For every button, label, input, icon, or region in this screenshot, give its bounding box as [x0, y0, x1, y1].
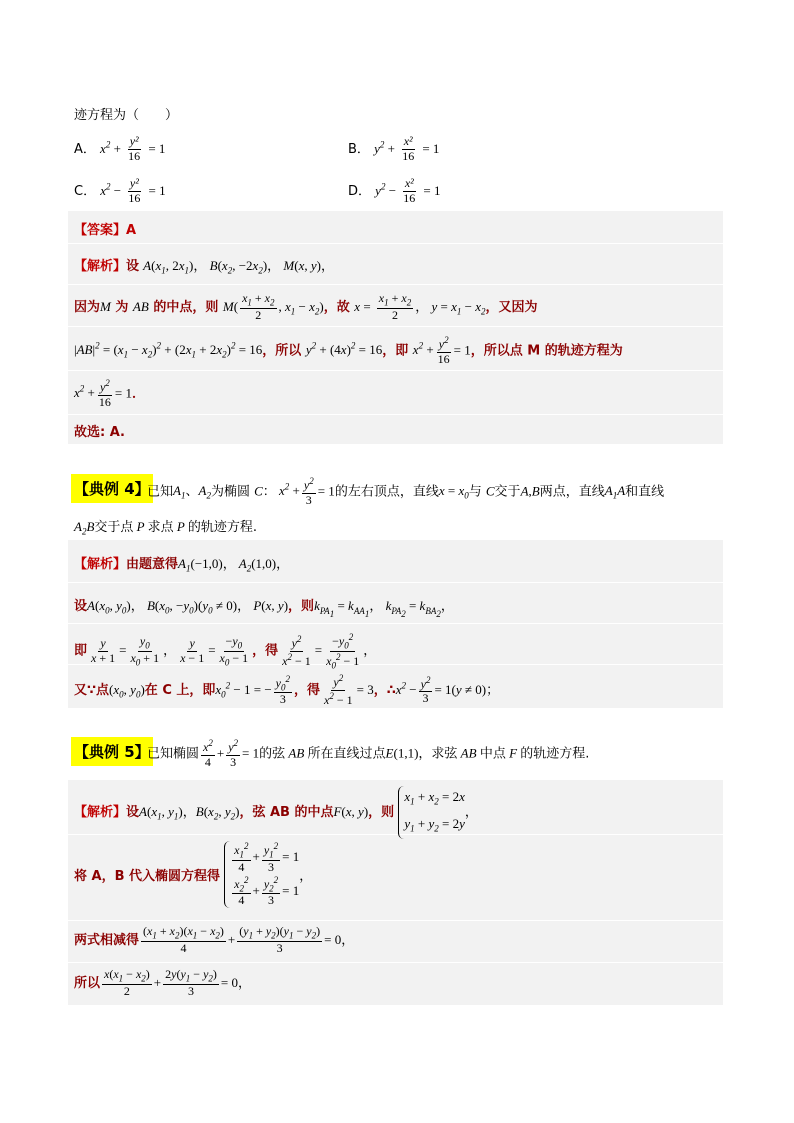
example-4-line-2: $A_2B$交于点 P 求点 P 的轨迹方程. [74, 519, 258, 537]
answer-line: 【答案】A [74, 223, 137, 238]
solution-1-line-1: 【解析】设 $A(x_1$, $2x_1$)， $B(x_2$, $-2x_2$)， M(x, y)， [74, 258, 335, 276]
solution-4-line-2: 设$A(x_0$, $y_0$)， $B(x_0$, $-y_0)(y_0 \ne 0)$， P(x, y)，则$k_{PA_1} = k_{AA_1}$， $k_{PA_2} = k_{BA_2}$， [74, 598, 454, 619]
solution-5-line-4: 所以 $\frac{x(x_1 - x_2)}{2}$ + $\frac{2y(y_1 - y_2)}{3}$ = 0， [74, 967, 251, 998]
example-5-tag: 【典例 5】 [71, 737, 153, 766]
example-4-line-1: 已知$A_1$、$A_2$为椭圆 C： $x^2$ + $\frac{y^2}{3}$ = 1的左右顶点，直线$x = x_0$与 C交于A,B两点，直线$A_1A$和直线 [147, 476, 665, 507]
solution-5-line-1: 【解析】设$A(x_1$, $y_1$)，$B(x_2$, $y_2$)，弦 AB 的中点F(x, y)，则 $x_1 + x_2 = 2x$ $y_1 + y_2 = 2y$ ， [74, 786, 478, 839]
solution-4-line-1: 【解析】由题意得$A_1(-1,0)$， $A_2(1,0)$， [74, 556, 290, 574]
system-brace-2: $\frac{x_1^2}{4}$ + $\frac{y_1^2}{3}$ = 1 $\frac{x_2^2}{4}$ + $\frac{y_2^2}{3}$ = 1 [224, 841, 299, 908]
example-5-line-1: 已知椭圆 $\frac{x^2}{4}$ + $\frac{y^2}{3}$ = 1的弦 AB 所在直线过点E(1,1)，求弦 AB 中点 F 的轨迹方程. [147, 738, 590, 769]
solution-4-line-4: 又∵点($x_0$, $y_0$)在 C 上，即$x_0^2 - 1$ = − $\frac{y_0^2}{3}$ ，得 $\frac{y^2}{x^2 - 1}$ = 3，$\therefore x^2$ − $\frac{y^2}{3}$ = 1(y ≠ 0)； [74, 673, 500, 707]
option-a[interactable]: A． $x^2$ + $\frac{\text{y²}}{16}$ = 1 [74, 134, 166, 163]
solution-5-line-3: 两式相减得 $\frac{(x_1 + x_2)(x_1 - x_2)}{4}$ + $\frac{(y_1 + y_2)(y_1 - y_2)}{3}$ = 0， [74, 924, 355, 955]
solution-1-final: 故选: A. [74, 425, 125, 440]
solution-5-line-2: 将 A，B 代入椭圆方程得 $\frac{x_1^2}{4}$ + $\frac{y_1^2}{3}$ = 1 $\frac{x_2^2}{4}$ + $\frac{y_2^2}{3}$ = 1 ， [74, 841, 313, 908]
solution-4-line-3: 即 $\frac{y}{x + 1}$ = $\frac{y_0}{x_0 + 1}$ ， $\frac{y}{x - 1}$ = $\frac{-y_0}{x_0 - 1}$ ，得 $\frac{y^2}{x^2 - 1}$ = $\frac{-y_0^2}{x_0^2 - 1}$ ， [74, 632, 377, 671]
option-b[interactable]: B． $y^2$ + $\frac{\text{x²}}{16}$ = 1 [348, 134, 440, 163]
example-4-tag: 【典例 4】 [71, 474, 153, 503]
solution-1-line-2: 因为M 为 AB 的中点，则 M( $\frac{x_1 + x_2}{2}$ , $x_1 - x_2$)，故 x = $\frac{x_1 + x_2}{2}$ ， $y = x_1 - x_2$，又因为 [74, 291, 538, 322]
solution-panel-1 [68, 211, 723, 444]
solution-1-line-4: $x^2$ + $\frac{y^2}{16}$ = 1． [74, 378, 145, 409]
solution-1-line-3: $|AB|^2 = (x_1 - x_2)^2 + (2x_1 + 2x_2)^2 = 16$，所以 $y^2 + (4x)^2 = 16$，即 $x^2$ + $\frac{y^2}{16}$ = 1，所以点 M 的轨迹方程为 [74, 335, 623, 366]
option-c[interactable]: C． $x^2$ − $\frac{\text{y²}}{16}$ = 1 [74, 176, 166, 205]
option-d[interactable]: D． $y^2$ − $\frac{\text{x²}}{16}$ = 1 [348, 176, 441, 205]
question-stem: 迹方程为（ ） [74, 108, 179, 123]
system-brace-1: $x_1 + x_2 = 2x$ $y_1 + y_2 = 2y$ [398, 786, 465, 839]
